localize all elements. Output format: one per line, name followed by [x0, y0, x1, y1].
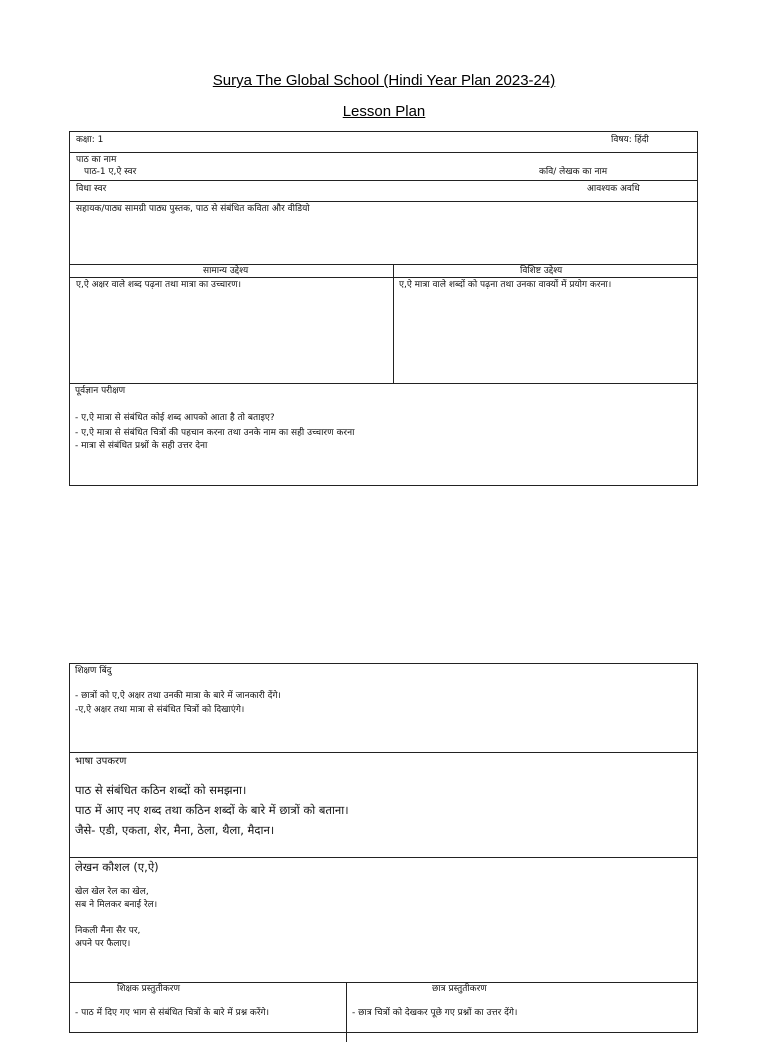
- subject-label: विषय: हिंदी: [611, 135, 649, 145]
- prior-knowledge-item: - ए,ऐ मात्रा से संबंधित कोई शब्द आपको आता है तो बताइए?: [75, 413, 275, 423]
- materials-text: सहायक/पाठ्य सामग्री पाठ्य पुस्तक, पाठ से संबंधित कविता और वीडियो: [76, 204, 310, 214]
- prior-knowledge-box: [69, 383, 698, 486]
- writing-skill-line: अपने पर फैलाए।: [75, 939, 131, 949]
- teaching-plan-table: [69, 663, 698, 1033]
- teacher-presentation-header: शिक्षक प्रस्तुतीकरण: [117, 984, 180, 994]
- specific-objective-header: विशिष्ट उद्देश्य: [520, 266, 563, 276]
- lesson-info-table: [69, 131, 698, 384]
- general-objective-text: ए,ऐ अक्षर वाले शब्द पढ़ना तथा मात्रा का उच्चारण।: [76, 280, 241, 290]
- writing-skill-line: खेल खेल रेल का खेल,: [75, 887, 149, 897]
- duration-label: आवश्यक अवधि: [587, 184, 640, 194]
- general-objective-header: सामान्य उद्देश्य: [203, 266, 249, 276]
- lesson-plan-title: Lesson Plan: [342, 103, 426, 120]
- poet-label: कवि/ लेखक का नाम: [539, 167, 608, 177]
- lesson-name-label: पाठ का नाम: [76, 155, 117, 165]
- teaching-points-title: शिक्षण बिंदु: [75, 666, 112, 676]
- specific-objective-text: ए,ऐ मात्रा वाले शब्दों को पढ़ना तथा उनका वाक्यों में प्रयोग करना।: [399, 280, 612, 290]
- prior-knowledge-title: पूर्वज्ञान परीक्षण: [75, 386, 126, 396]
- teaching-point-item: - छात्रों को ए,ऐ अक्षर तथा उनकी मात्रा के बारे में जानकारी देंगे।: [75, 691, 281, 701]
- language-tool-item: पाठ से संबंधित कठिन शब्दों को समझना।: [75, 783, 247, 797]
- class-label: कक्षा: 1: [76, 135, 104, 145]
- student-presentation-text: - छात्र चित्रों को देखकर पूछे गए प्रश्नों का उत्तर देंगे।: [352, 1008, 518, 1018]
- language-tools-title: भाषा उपकरण: [75, 756, 127, 767]
- lesson-name-value: पाठ-1 ए,ऐ स्वर: [84, 167, 137, 177]
- prior-knowledge-item: - मात्रा से संबंधित प्रश्नों के सही उत्तर देना: [75, 441, 208, 451]
- writing-skill-line: सब ने मिलकर बनाई रेल।: [75, 900, 158, 910]
- student-presentation-header: छात्र प्रस्तुतीकरण: [432, 984, 487, 994]
- teaching-point-item: -ए,ऐ अक्षर तथा मात्रा से संबंधित चित्रों को दिखाएंगे।: [75, 705, 245, 715]
- school-title: Surya The Global School (Hindi Year Plan 2023-24): [212, 72, 556, 89]
- teacher-presentation-text: - पाठ में दिए गए भाग से संबंधित चित्रों के बारे में प्रश्न करेंगे।: [75, 1008, 269, 1018]
- language-tool-item: जैसे- एडी, एकता, शेर, मैना, ठेला, थैला, मैदान।: [75, 823, 275, 837]
- prior-knowledge-item: - ए,ऐ मात्रा से संबंधित चित्रों की पहचान करना तथा उनके नाम का सही उच्चारण करना: [75, 428, 355, 438]
- writing-skill-title: लेखन कौशल (ए,ऐ): [75, 860, 159, 874]
- language-tool-item: पाठ में आए नए शब्द तथा कठिन शब्दों के बारे में छात्रों को बताना।: [75, 803, 349, 817]
- genre-label: विधा स्वर: [76, 184, 107, 194]
- writing-skill-line: निकली मैना सैर पर,: [75, 926, 141, 936]
